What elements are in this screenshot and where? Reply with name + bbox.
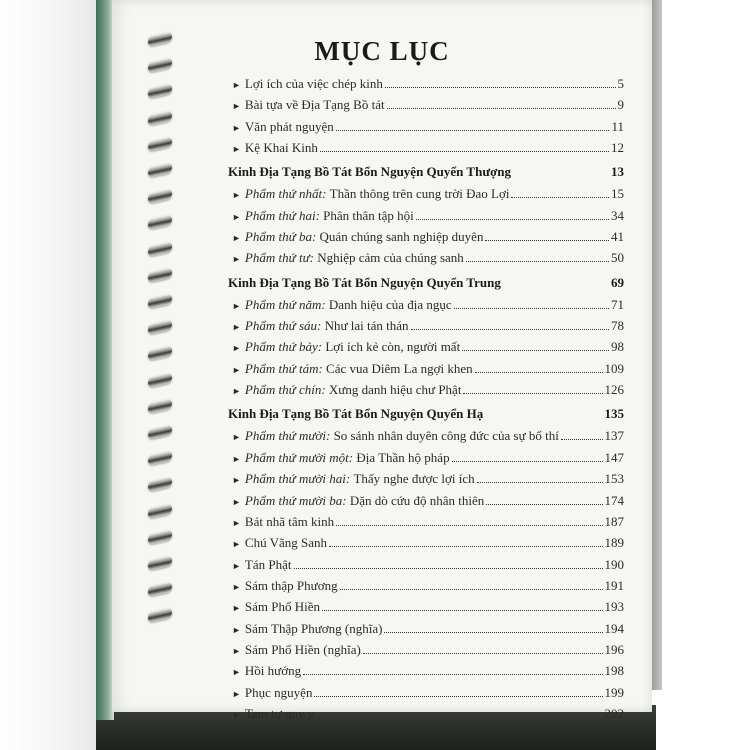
entry-chapter-prefix: Phẩm thứ mười hai:	[244, 471, 351, 487]
bullet-icon: ►	[232, 453, 241, 464]
bullet-icon: ►	[232, 667, 241, 678]
entry-label	[245, 248, 464, 267]
entry-label	[245, 184, 510, 203]
entry-label	[245, 512, 334, 531]
entry-page-number: 198	[604, 663, 624, 679]
toc-entry	[228, 512, 624, 533]
entry-page-number: 98	[611, 339, 624, 355]
toc-entry	[228, 576, 624, 597]
bullet-icon: ►	[232, 101, 241, 112]
entry-page-number: 193	[604, 599, 624, 615]
entry-label	[245, 380, 462, 399]
section-page-number: 13	[611, 164, 624, 180]
bullet-icon: ►	[232, 322, 241, 333]
entry-page-number: 202	[604, 705, 624, 721]
dot-leader	[477, 482, 603, 483]
entry-title: Các vua Diêm La ngợi khen	[326, 360, 473, 376]
dot-leader	[303, 674, 602, 675]
entry-page-number: 199	[604, 684, 624, 700]
entry-chapter-prefix: Phẩm thứ ba:	[244, 229, 317, 245]
entry-title: Sám Phổ Hiền	[244, 599, 321, 615]
entry-chapter-prefix: Phẩm thứ tư:	[244, 250, 314, 266]
table-of-contents	[228, 74, 624, 725]
toc-section-heading	[228, 403, 624, 425]
entry-label	[245, 576, 338, 595]
entry-page-number: 50	[611, 250, 624, 266]
entry-title: Sám Phổ Hiền (nghĩa)	[244, 641, 361, 657]
dot-leader	[336, 130, 610, 131]
entry-title: Phục nguyện	[244, 684, 313, 700]
entry-label	[245, 661, 301, 680]
toc-entry	[228, 337, 624, 358]
entry-title: Xưng danh hiệu chư Phật	[328, 382, 462, 398]
entry-label	[245, 640, 361, 659]
toc-section-heading	[228, 272, 624, 294]
dot-leader	[316, 717, 602, 718]
entry-page-number: 41	[611, 229, 624, 245]
entry-title: So sánh nhân duyên công đức của sự bố thí	[333, 428, 559, 444]
entry-label	[245, 597, 320, 616]
entry-page-number: 34	[611, 207, 624, 223]
entry-chapter-prefix: Phẩm thứ mười một:	[244, 449, 354, 465]
toc-entry	[228, 380, 624, 401]
entry-chapter-prefix: Phẩm thứ tám:	[244, 360, 323, 376]
dot-leader	[561, 439, 603, 440]
bullet-icon: ►	[232, 80, 241, 90]
entry-label	[245, 95, 385, 114]
bullet-icon: ►	[232, 364, 241, 375]
entry-page-number: 126	[604, 382, 624, 398]
entry-title: Địa Thần hộ pháp	[356, 449, 450, 465]
toc-entry	[228, 74, 624, 95]
entry-label	[245, 316, 409, 335]
toc-entry	[228, 184, 624, 205]
bullet-icon: ►	[232, 517, 241, 528]
bullet-icon: ►	[232, 603, 241, 614]
entry-page-number: 12	[611, 140, 624, 156]
entry-page-number: 196	[604, 641, 624, 657]
dot-leader	[320, 151, 609, 152]
entry-label	[245, 448, 450, 467]
dot-leader	[384, 632, 602, 633]
entry-title: Chú Vãng Sanh	[244, 535, 328, 551]
entry-title: Bát nhã tâm kinh	[244, 513, 335, 529]
entry-page-number: 190	[604, 556, 624, 572]
entry-title: Nghiệp cảm của chúng sanh	[317, 250, 464, 266]
toc-entry	[228, 661, 624, 682]
section-page-number: 135	[604, 406, 624, 422]
entry-title: Thần thông trên cung trời Đao Lợi	[329, 186, 510, 202]
bullet-icon: ►	[232, 624, 241, 635]
toc-entry	[228, 95, 624, 116]
entry-chapter-prefix: Phẩm thứ sáu:	[244, 318, 322, 334]
entry-page-number: 137	[604, 428, 624, 444]
entry-label	[245, 138, 318, 157]
bullet-icon: ►	[232, 190, 241, 201]
entry-page-number: 194	[604, 620, 624, 636]
entry-page-number: 15	[611, 186, 624, 202]
dot-leader	[466, 261, 609, 262]
dot-leader	[336, 525, 602, 526]
toc-entry	[228, 491, 624, 512]
bullet-icon: ►	[232, 432, 241, 443]
dot-leader	[322, 610, 602, 611]
entry-label	[245, 533, 327, 552]
dot-leader	[314, 696, 602, 697]
toc-entry	[228, 138, 624, 159]
bullet-icon: ►	[232, 386, 241, 397]
dot-leader	[463, 393, 602, 394]
bullet-icon: ►	[232, 343, 241, 354]
toc-entry	[228, 295, 624, 316]
entry-page-number: 71	[611, 296, 624, 312]
dot-leader	[385, 87, 616, 88]
entry-label	[245, 555, 292, 574]
entry-label	[245, 337, 460, 356]
entry-title: Tán Phật	[244, 556, 292, 572]
entry-title: Sám thập Phương	[244, 577, 338, 593]
entry-title: Như lai tán thán	[324, 318, 409, 334]
bullet-icon: ►	[232, 709, 241, 720]
entry-title: Thấy nghe được lợi ích	[353, 471, 475, 487]
toc-entry	[228, 555, 624, 576]
entry-label	[245, 469, 475, 488]
entry-chapter-prefix: Phẩm thứ chín:	[244, 382, 326, 398]
dot-leader	[452, 461, 603, 462]
dot-leader	[411, 329, 609, 330]
bullet-icon: ►	[232, 496, 241, 507]
bullet-icon: ►	[232, 645, 241, 656]
photo-background-right	[652, 0, 750, 750]
entry-page-number: 11	[611, 118, 624, 134]
entry-chapter-prefix: Phẩm thứ hai:	[244, 207, 320, 223]
toc-entry	[228, 533, 624, 554]
entry-title: Hồi hướng	[244, 663, 302, 679]
dot-leader	[485, 240, 609, 241]
entry-label	[245, 683, 313, 702]
table-surface	[652, 0, 662, 690]
entry-page-number: 147	[604, 449, 624, 465]
toc-entry	[228, 117, 624, 138]
dot-leader	[511, 197, 609, 198]
bullet-icon: ►	[232, 581, 241, 592]
entry-label	[245, 227, 484, 246]
toc-entry	[228, 448, 624, 469]
toc-entry	[228, 359, 624, 380]
entry-page-number: 191	[604, 577, 624, 593]
dot-leader	[416, 219, 609, 220]
dot-leader	[462, 350, 609, 351]
entry-label	[245, 295, 452, 314]
dot-leader	[340, 589, 603, 590]
entry-title: Quán chúng sanh nghiệp duyên	[319, 229, 484, 245]
dot-leader	[486, 504, 602, 505]
toc-entry	[228, 704, 624, 725]
entry-label	[245, 206, 414, 225]
entry-title: Danh hiệu của địa ngục	[328, 296, 452, 312]
entry-title: Lợi ích kẻ còn, người mất	[325, 339, 461, 355]
toc-entry	[228, 683, 624, 704]
entry-chapter-prefix: Phẩm thứ mười ba:	[244, 492, 347, 508]
dot-leader	[363, 653, 603, 654]
bullet-icon: ►	[232, 254, 241, 265]
bullet-icon: ►	[232, 688, 241, 699]
dot-leader	[294, 568, 603, 569]
bullet-icon: ►	[232, 475, 241, 486]
entry-page-number: 109	[604, 360, 624, 376]
bullet-icon: ►	[232, 211, 241, 222]
entry-label	[245, 491, 484, 510]
toc-entry	[228, 469, 624, 490]
entry-chapter-prefix: Phẩm thứ nhất:	[244, 186, 327, 202]
entry-page-number: 187	[604, 513, 624, 529]
toc-entry	[228, 619, 624, 640]
entry-page-number: 189	[604, 535, 624, 551]
toc-entry	[228, 206, 624, 227]
dot-leader	[454, 308, 609, 309]
entry-chapter-prefix: Phẩm thứ năm:	[244, 296, 326, 312]
entry-title: Bài tựa về Địa Tạng Bồ tát	[244, 97, 385, 113]
entry-page-number: 174	[604, 492, 624, 508]
photo-background-left	[0, 0, 96, 750]
entry-chapter-prefix: Phẩm thứ mười:	[244, 428, 331, 444]
bullet-icon: ►	[232, 539, 241, 550]
toc-entry	[228, 426, 624, 447]
toc-entry	[228, 640, 624, 661]
toc-entry	[228, 227, 624, 248]
entry-title: Lợi ích của việc chép kinh	[244, 76, 383, 91]
page-title: MỤC LỤC	[314, 36, 450, 66]
entry-title: Tam tự quy y	[244, 705, 315, 721]
entry-title: Văn phát nguyện	[244, 118, 334, 134]
section-title: Kinh Địa Tạng Bồ Tát Bổn Nguyện Quyển Hạ	[228, 406, 484, 422]
bullet-icon: ►	[232, 300, 241, 311]
entry-title: Sám Thập Phương (nghĩa)	[244, 620, 383, 636]
toc-entry	[228, 597, 624, 618]
entry-label	[245, 619, 383, 638]
entry-page-number: 78	[611, 318, 624, 334]
entry-page-number: 5	[617, 76, 624, 91]
entry-label	[245, 117, 334, 136]
entry-page-number: 153	[604, 471, 624, 487]
toc-entry	[228, 248, 624, 269]
dot-leader	[387, 108, 616, 109]
dot-leader	[329, 546, 602, 547]
entry-chapter-prefix: Phẩm thứ bảy:	[244, 339, 323, 355]
section-title: Kinh Địa Tạng Bồ Tát Bổn Nguyện Quyển Trung	[228, 274, 501, 290]
dot-leader	[475, 372, 603, 373]
toc-section-heading	[228, 161, 624, 183]
bullet-icon: ►	[232, 233, 241, 244]
section-page-number: 69	[611, 274, 624, 290]
entry-title: Kệ Khai Kinh	[244, 140, 318, 156]
entry-label	[245, 704, 314, 723]
section-title: Kinh Địa Tạng Bồ Tát Bổn Nguyện Quyển Thượng	[228, 164, 512, 180]
bullet-icon: ►	[232, 560, 241, 571]
entry-label	[245, 74, 383, 93]
bullet-icon: ►	[232, 122, 241, 133]
entry-page-number: 9	[617, 97, 624, 113]
bullet-icon: ►	[232, 144, 241, 155]
toc-entry	[228, 316, 624, 337]
entry-title: Phân thân tập hội	[323, 207, 414, 223]
entry-label	[245, 426, 559, 445]
entry-label	[245, 359, 473, 378]
entry-title: Dặn dò cứu độ nhân thiên	[349, 492, 485, 508]
